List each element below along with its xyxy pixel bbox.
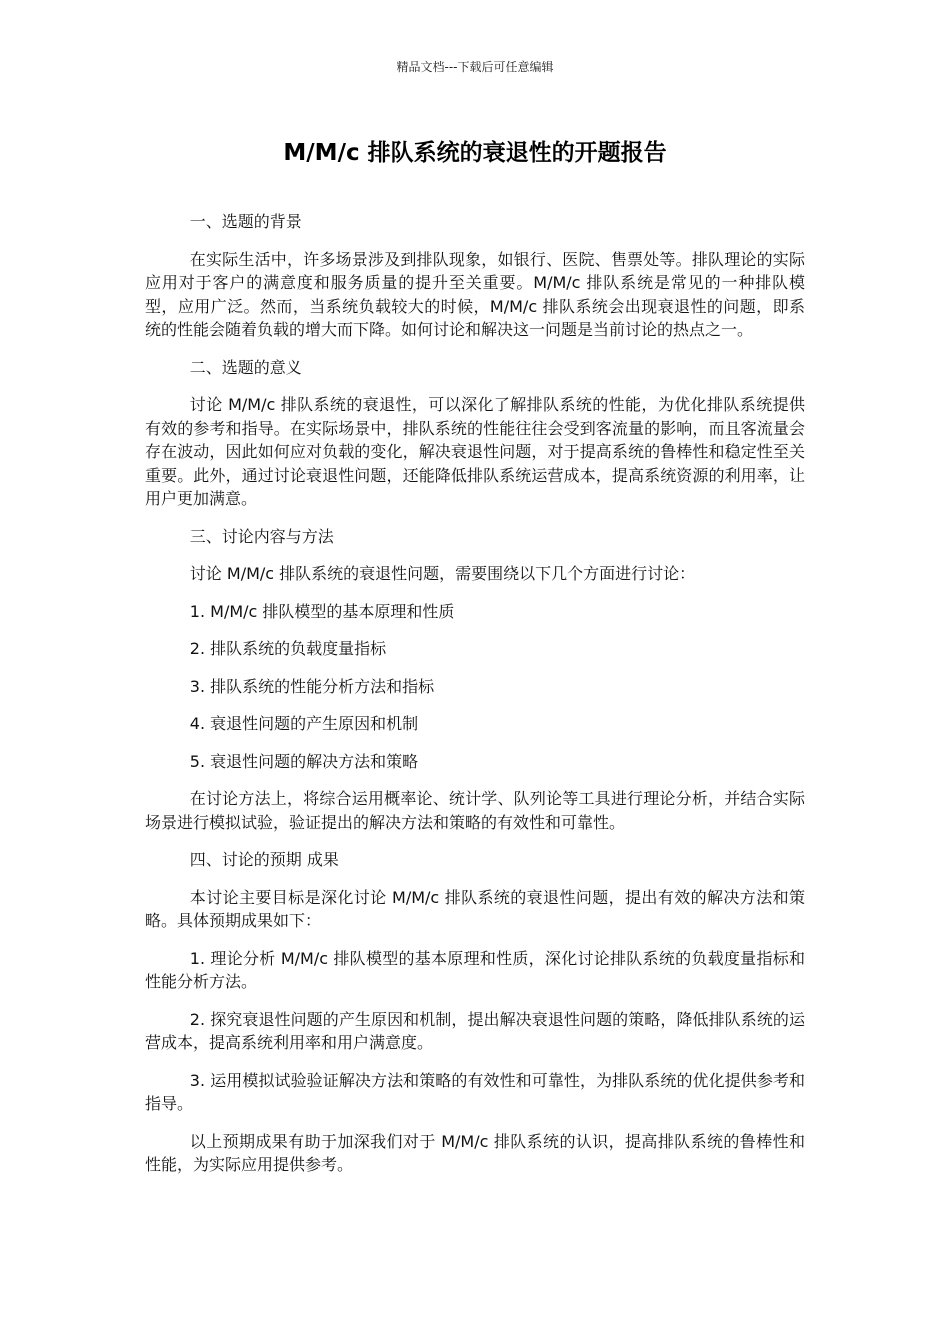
list-item: 2. 探究衰退性问题的产生原因和机制，提出解决衰退性问题的策略，降低排队系统的运营成本，提高系统利用率和用户满意度。 (145, 1009, 805, 1052)
list-item: 3. 运用模拟试验验证解决方法和策略的有效性和可靠性，为排队系统的优化提供参考和指导。 (145, 1070, 805, 1113)
paragraph-background: 在实际生活中，许多场景涉及到排队现象，如银行、医院、售票处等。排队理论的实际应用对于客户的满意度和服务质量的提升至关重要。M/M/c 排队系统是常见的一种排队模型，应用广泛。然而，当系统负载较大的时候，M/M/c 排队系统会出现衰退性的问题，即系统的性能会随着负载的增大而下降。如何讨论和解决这一问题是当前讨论的热点之一。 (145, 249, 805, 339)
section-heading-background: 一、选题的背景 (189, 212, 302, 231)
list-item: 5. 衰退性问题的解决方法和策略 (189, 751, 419, 771)
list-item: 4. 衰退性问题的产生原因和机制 (189, 714, 419, 733)
paragraph-methods: 在讨论方法上，将综合运用概率论、统计学、队列论等工具进行理论分析，并结合实际场景进行模拟试验，验证提出的解决方法和策略的有效性和可靠性。 (145, 789, 805, 832)
list-item: 1. M/M/c 排队模型的基本原理和性质 (189, 601, 455, 621)
page-header-note: 精品文档---下载后可任意编辑 (396, 60, 554, 74)
paragraph-conclusion: 以上预期成果有助于加深我们对于 M/M/c 排队系统的认识，提高排队系统的鲁棒性和性能，为实际应用提供参考。 (145, 1131, 805, 1174)
section-heading-significance: 二、选题的意义 (189, 357, 302, 377)
section-heading-expected-results: 四、讨论的预期 成果 (189, 850, 339, 869)
document-title: M/M/c 排队系统的衰退性的开题报告 (283, 140, 667, 166)
section-heading-content-methods: 三、讨论内容与方法 (189, 526, 334, 546)
document-body (145, 210, 805, 1191)
list-item: 1. 理论分析 M/M/c 排队模型的基本原理和性质，深化讨论排队系统的负载度量指标和性能分析方法。 (145, 948, 805, 991)
paragraph-results-intro: 本讨论主要目标是深化讨论 M/M/c 排队系统的衰退性问题，提出有效的解决方法和策略。具体预期成果如下： (145, 887, 805, 930)
paragraph-significance: 讨论 M/M/c 排队系统的衰退性，可以深化了解排队系统的性能，为优化排队系统提供有效的参考和指导。在实际场景中，排队系统的性能往往会受到客流量的影响，而且客流量会存在波动，因此如何应对负载的变化，解决衰退性问题，对于提高系统的鲁棒性和稳定性至关重要。此外，通过讨论衰退性问题，还能降低排队系统运营成本，提高系统资源的利用率，让用户更加满意。 (145, 395, 805, 508)
paragraph-content-intro: 讨论 M/M/c 排队系统的衰退性问题，需要围绕以下几个方面进行讨论： (189, 564, 696, 583)
list-item: 2. 排队系统的负载度量指标 (189, 639, 387, 658)
list-item: 3. 排队系统的性能分析方法和指标 (189, 676, 435, 696)
